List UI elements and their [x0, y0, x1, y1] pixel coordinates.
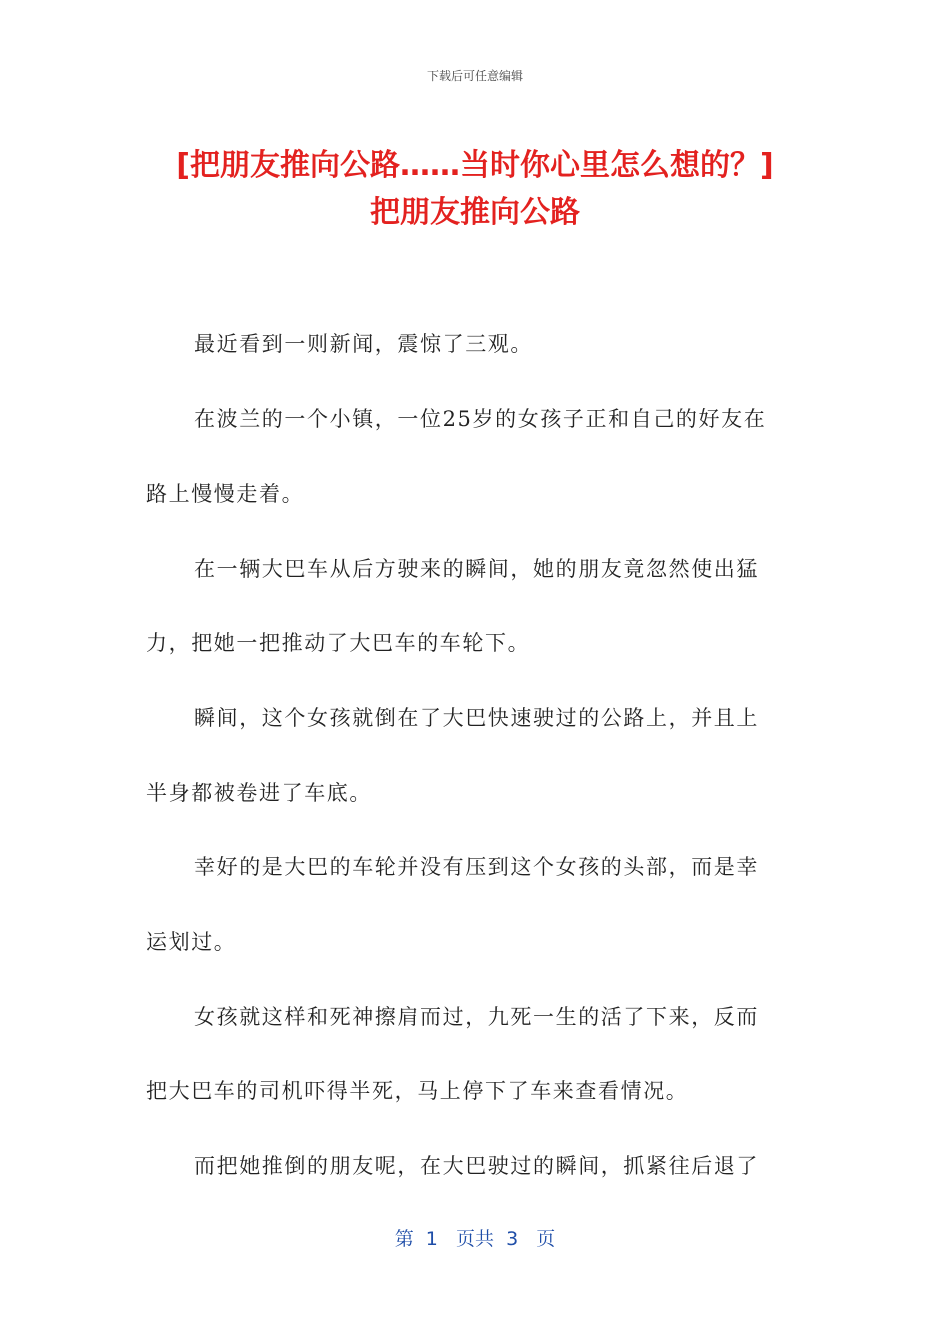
title-line-1: [把朋友推向公路……当时你心里怎么想的？]: [176, 148, 774, 183]
paragraph-line: 在一辆大巴车从后方驶来的瞬间，她的朋友竟忽然使出猛: [194, 557, 759, 581]
page-number-footer: 第 1 页共 3 页: [394, 1228, 556, 1250]
paragraph-line: 路上慢慢走着。: [146, 482, 305, 506]
paragraph-line: 运划过。: [146, 930, 237, 954]
paragraph-line: 在波兰的一个小镇，一位25岁的女孩子正和自己的好友在: [194, 407, 767, 431]
paragraph-line: 把大巴车的司机吓得半死，马上停下了车来查看情况。: [146, 1079, 689, 1103]
title-line-2: 把朋友推向公路: [370, 195, 580, 230]
paragraph-line: 最近看到一则新闻，震惊了三观。: [194, 332, 533, 356]
paragraph-line: 瞬间，这个女孩就倒在了大巴快速驶过的公路上，并且上: [194, 706, 759, 730]
paragraph-line: 半身都被卷进了车底。: [146, 781, 372, 805]
header-note: 下载后可任意编辑: [426, 69, 523, 83]
paragraph-line: 而把她推倒的朋友呢，在大巴驶过的瞬间，抓紧往后退了: [194, 1154, 759, 1178]
paragraph-line: 幸好的是大巴的车轮并没有压到这个女孩的头部，而是幸: [194, 855, 759, 879]
paragraph-line: 女孩就这样和死神擦肩而过，九死一生的活了下来，反而: [194, 1005, 759, 1029]
article-body: [146, 0, 806, 1200]
paragraph-line: 力，把她一把推动了大巴车的车轮下。: [146, 631, 531, 655]
